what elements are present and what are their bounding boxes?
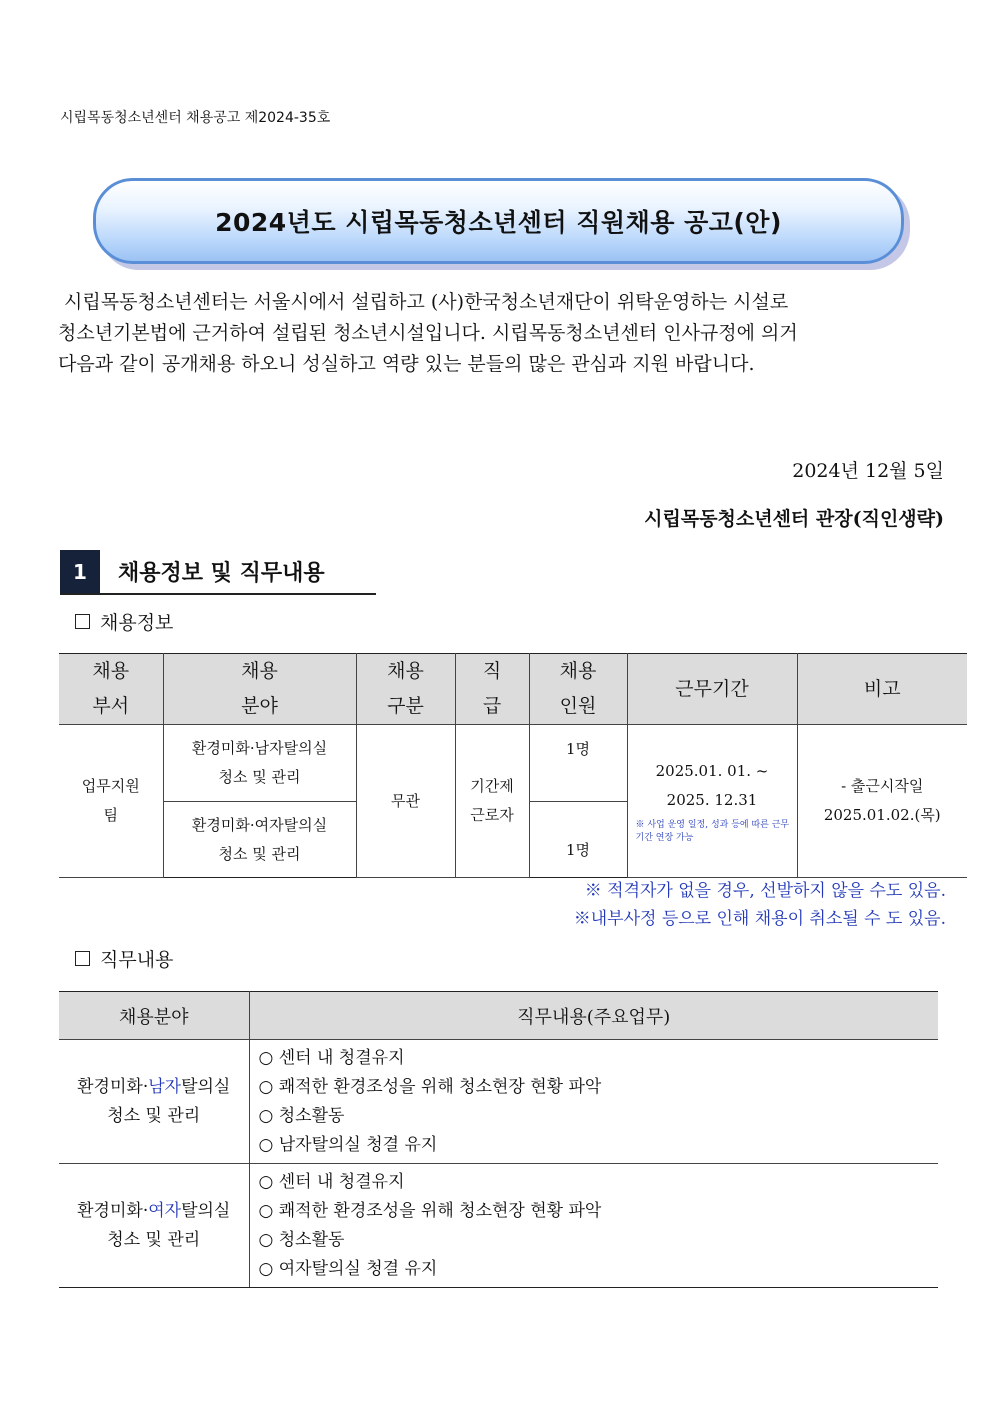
signer: 시립목동청소년센터 관장(직인생략) [644,508,944,530]
header-grade: 직 급 [455,654,529,725]
count-cell: 1명 [529,802,627,878]
period-start: 2025.01. 01. ~ [655,762,769,780]
intro-line: 청소년기본법에 근거하여 설립된 청소년시설입니다. 시립목동청소년센터 인사규정에 의거 [58,322,798,344]
duties-cell [249,1164,938,1288]
subsection-title: 채용정보 [100,612,174,634]
duty-item: ○ 남자탈의실 청결 유지 [258,1134,438,1155]
period-cell [627,725,797,878]
intro-line: 시립목동청소년센터는 서울시에서 설립하고 (사)한국청소년재단이 위탁운영하는 시설로 [64,291,789,313]
announcement-date: 2024년 12월 5일 [792,460,944,482]
checkbox-square-icon [75,614,90,629]
period-end: 2025. 12.31 [666,791,758,809]
field-cell: 환경미화·여자탈의실 청소 및 관리 [163,802,356,878]
header-count: 채용 인원 [529,654,627,725]
table-header-row [59,654,967,725]
duty-item: ○ 쾌적한 환경조성을 위해 청소현장 현황 파악 [258,1076,602,1097]
note-line: ※내부사정 등으로 인해 채용이 취소될 수 도 있음. [573,909,946,929]
note-line: ※ 적격자가 없을 경우, 선발하지 않을 수도 있음. [584,881,946,901]
period-note: ※ 사업 운영 일정, 성과 등에 따른 근무 기간 연장 가능 [635,820,790,843]
grade-cell: 기간제 근로자 [455,725,529,878]
duty-item: ○ 청소활동 [258,1105,345,1126]
recruit-info-table [59,653,967,878]
header-type: 채용 구분 [356,654,455,725]
header-field: 채용분야 [59,992,249,1040]
field-cell: 환경미화·남자탈의실 청소 및 관리 [59,1040,249,1164]
duty-item: ○ 여자탈의실 청결 유지 [258,1258,438,1279]
duty-item: ○ 센터 내 청결유지 [258,1171,405,1192]
subsection-recruit-info [75,608,173,635]
table-row [59,1040,938,1164]
header-duties: 직무내용(주요업무) [249,992,938,1040]
dept-cell: 업무지원 팀 [59,725,163,878]
page-title: 2024년도 시립목동청소년센터 직원채용 공고(안) [215,208,782,237]
duties-cell [249,1040,938,1164]
header-dept: 채용 부서 [59,654,163,725]
duty-item: ○ 청소활동 [258,1229,345,1250]
intro-line: 다음과 같이 공개채용 하오니 성실하고 역량 있는 분들의 많은 관심과 지원 바랍니다. [58,353,755,375]
header-field: 채용 분야 [163,654,356,725]
remarks-cell: - 출근시작일 2025.01.02.(목) [797,725,967,878]
table-row [59,725,967,802]
subsection-duty-info [75,945,173,972]
announcement-number: 시립목동청소년센터 채용공고 제2024-35호 [60,110,331,126]
field-cell: 환경미화·남자탈의실 청소 및 관리 [163,725,356,802]
header-period: 근무기간 [627,654,797,725]
field-cell: 환경미화·여자탈의실 청소 및 관리 [59,1164,249,1288]
count-cell: 1명 [529,725,627,802]
section-title: 채용정보 및 직무내용 [118,561,325,586]
type-cell: 무관 [356,725,455,878]
intro-paragraph [58,287,946,380]
checkbox-square-icon [75,951,90,966]
notes [574,877,946,933]
duty-table [59,991,938,1288]
table-row [59,1164,938,1288]
header-remarks: 비고 [797,654,967,725]
duty-item: ○ 센터 내 청결유지 [258,1047,405,1068]
table-header-row [59,992,938,1040]
section-number: 1 [60,550,100,593]
subsection-title: 직무내용 [100,949,174,971]
title-banner [93,178,904,264]
duty-item: ○ 쾌적한 환경조성을 위해 청소현장 현황 파악 [258,1200,602,1221]
section-header [60,550,376,595]
